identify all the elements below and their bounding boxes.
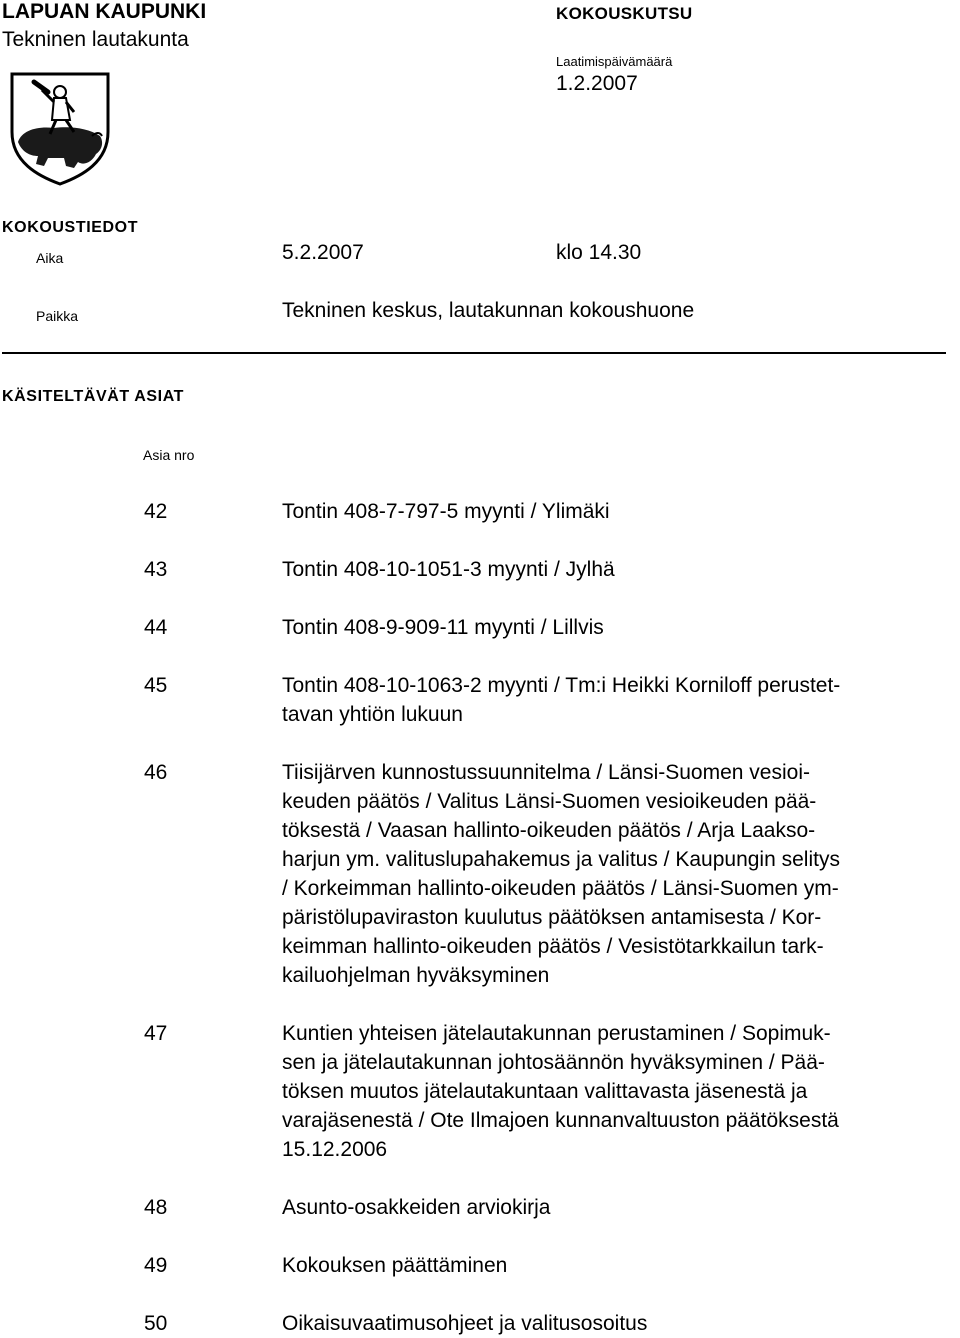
agenda-item-text-line: tavan yhtiön lukuun <box>282 703 463 726</box>
agenda-item-text-line: Tontin 408-10-1063-2 myynti / Tm:i Heikki Korniloff perustet- <box>282 674 841 697</box>
agenda-item-text-line: Kokouksen päättäminen <box>282 1254 508 1277</box>
time-label: Aika <box>36 250 64 266</box>
agenda-item-text-line: töksestä / Vaasan hallinto-oikeuden päätös / Arja Laakso- <box>282 819 816 842</box>
meeting-date: 5.2.2007 <box>282 241 364 264</box>
agenda-item-number: 47 <box>144 1022 168 1045</box>
agenda-title: KÄSITELTÄVÄT ASIAT <box>2 388 185 405</box>
agenda-item-number: 45 <box>144 674 168 697</box>
document-type: KOKOUSKUTSU <box>556 4 693 23</box>
agenda-item-text-line: kailuohjelman hyväksyminen <box>282 964 550 987</box>
agenda-item-number: 50 <box>144 1312 168 1335</box>
meeting-time: klo 14.30 <box>556 241 642 264</box>
date-label: Laatimispäivämäärä <box>556 54 673 69</box>
agenda-item-text-line: Tontin 408-9-909-11 myynti / Lillvis <box>282 616 604 639</box>
agenda-item-text-line: / Korkeimman hallinto-oikeuden päätös / Länsi-Suomen ym- <box>282 877 839 900</box>
agenda-item-number: 48 <box>144 1196 168 1219</box>
agenda-item-number: 44 <box>144 616 168 639</box>
agenda-item-number: 43 <box>144 558 168 581</box>
department-name: Tekninen lautakunta <box>2 28 189 51</box>
agenda-item-number: 46 <box>144 761 168 784</box>
agenda-item-text-line: Tontin 408-10-1051-3 myynti / Jylhä <box>282 558 615 581</box>
agenda-column-header: Asia nro <box>143 447 195 463</box>
divider <box>2 352 946 354</box>
meeting-info-title: KOKOUSTIEDOT <box>2 219 139 236</box>
agenda-item-number: 49 <box>144 1254 168 1277</box>
agenda-item-text-line: keimman hallinto-oikeuden päätös / Vesistötarkkailun tark- <box>282 935 824 958</box>
agenda-item-number: 42 <box>144 500 168 523</box>
agenda-item-text-line: varajäsenestä / Ote Ilmajoen kunnanvaltuuston päätöksestä <box>282 1109 839 1132</box>
agenda-item-text-line: Tontin 408-7-797-5 myynti / Ylimäki <box>282 500 610 523</box>
agenda-item-text-line: Kuntien yhteisen jätelautakunnan perustaminen / Sopimuk- <box>282 1022 831 1045</box>
agenda-item-text-line: Asunto-osakkeiden arviokirja <box>282 1196 551 1219</box>
coat-of-arms-icon <box>8 70 112 186</box>
agenda-item-text-line: keuden päätös / Valitus Länsi-Suomen vesioikeuden pää- <box>282 790 817 813</box>
agenda-item-text-line: päristölupaviraston kuulutus päätöksen antamisesta / Kor- <box>282 906 822 929</box>
agenda-item-text-line: 15.12.2006 <box>282 1138 388 1161</box>
place-label: Paikka <box>36 308 79 324</box>
organization-name: LAPUAN KAUPUNKI <box>2 0 207 23</box>
document-date: 1.2.2007 <box>556 72 638 95</box>
agenda-item-text-line: töksen muutos jätelautakuntaan valittavasta jäsenestä ja <box>282 1080 808 1103</box>
agenda-item-text-line: Tiisijärven kunnostussuunnitelma / Länsi-Suomen vesioi- <box>282 761 810 784</box>
meeting-place: Tekninen keskus, lautakunnan kokoushuone <box>282 299 695 322</box>
agenda-item-text-line: sen ja jätelautakunnan johtosäännön hyväksyminen / Pää- <box>282 1051 825 1074</box>
agenda-item-text-line: harjun ym. valituslupahakemus ja valitus / Kaupungin selitys <box>282 848 840 871</box>
agenda-item-text-line: Oikaisuvaatimusohjeet ja valitusosoitus <box>282 1312 648 1335</box>
